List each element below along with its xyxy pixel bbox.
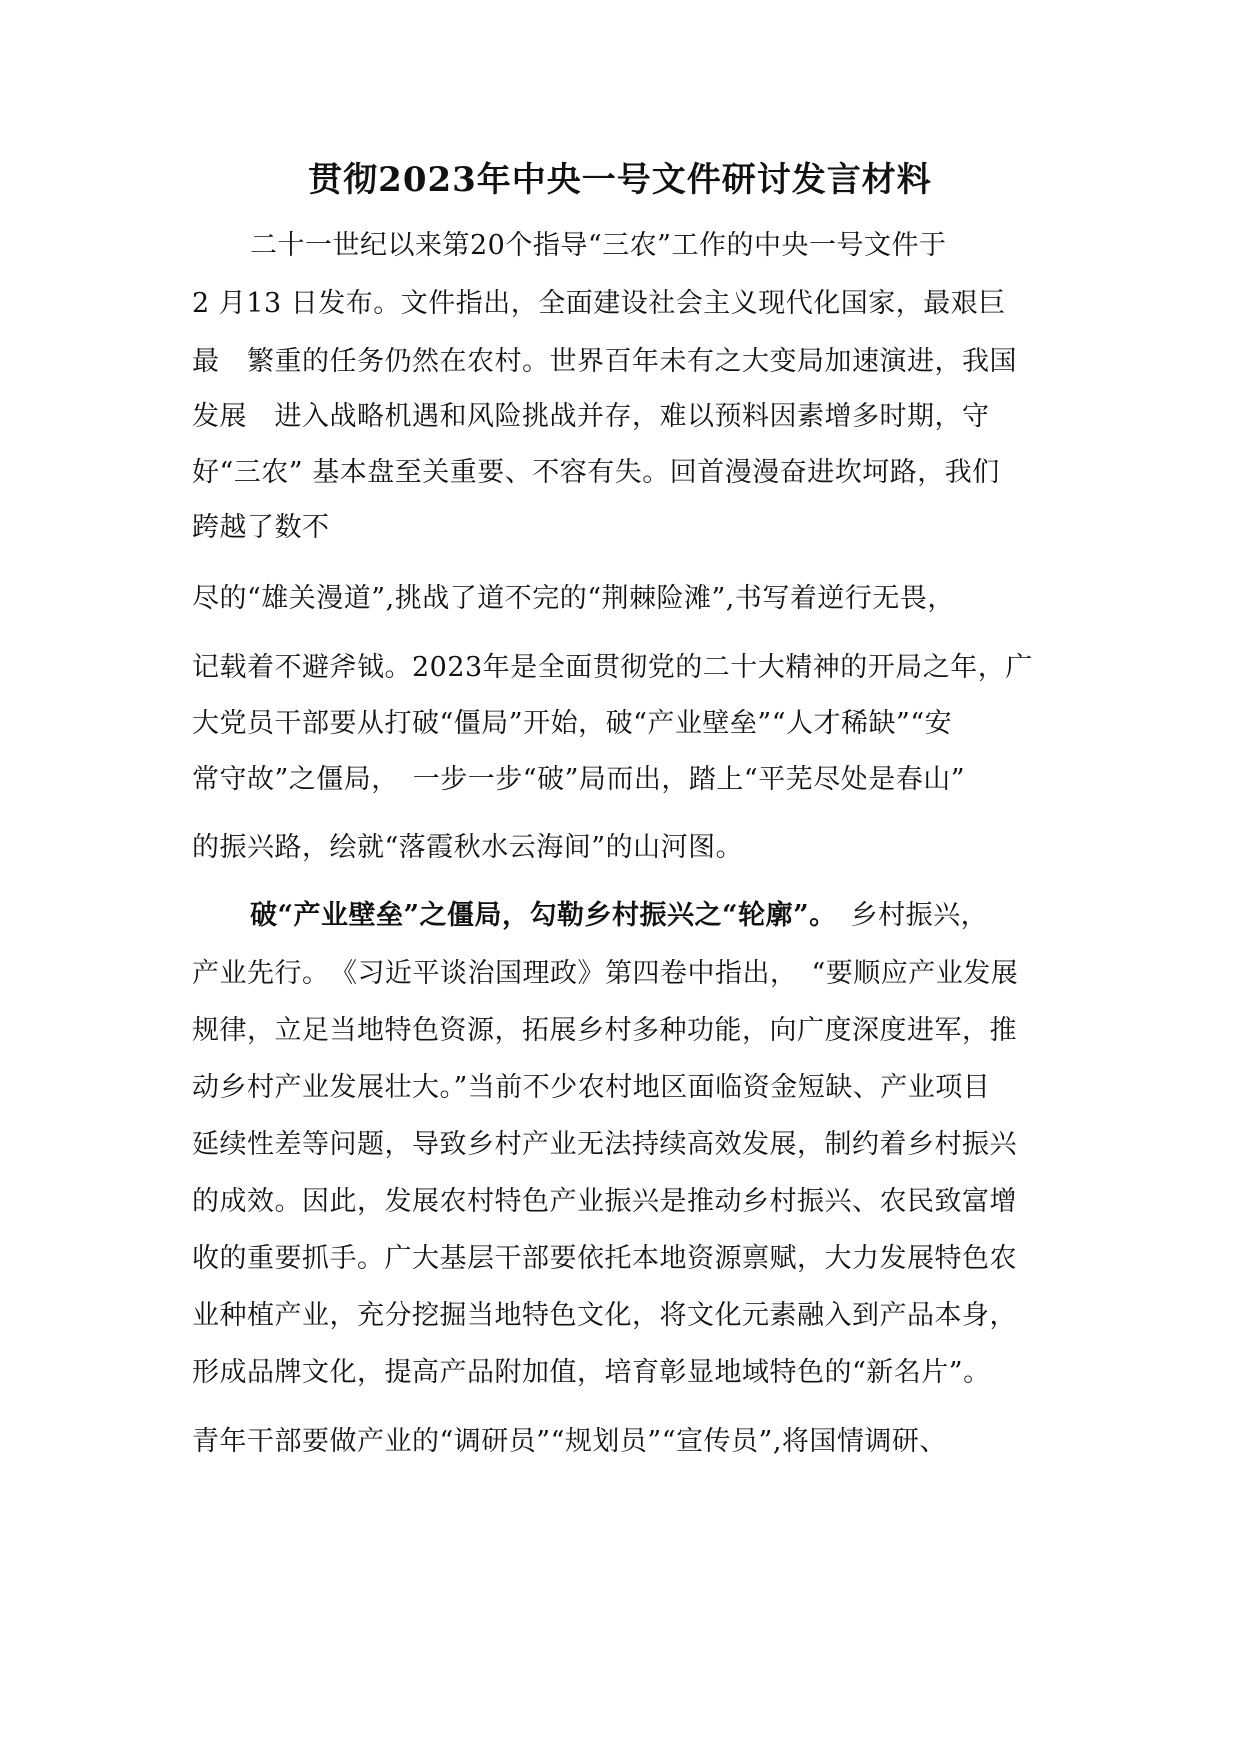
paragraph-line: 的振兴路，绘就“落霞秋水云海间”的山河图。 xyxy=(192,832,744,863)
paragraph-line: 延续性差等问题，导致乡村产业无法持续高效发展，制约着乡村振兴 xyxy=(192,1129,1017,1160)
paragraph-line: 收的重要抓手。广大基层干部要依托本地资源禀赋，大力发展特色农 xyxy=(192,1243,1017,1274)
paragraph-line: 好“三农” 基本盘至关重要、不容有失。回首漫漫奋进坎坷路，我们 xyxy=(192,457,1000,488)
paragraph-line: 规律，立足当地特色资源，拓展乡村多种功能，向广度深度进军，推 xyxy=(192,1015,1017,1046)
section-heading-continuation: 乡村振兴， xyxy=(850,900,989,931)
paragraph-line: 产业先行。 《习近平谈治国理政》第四卷中指出， “要顺应产业发展 xyxy=(192,958,1019,989)
section-heading-line xyxy=(250,898,1070,934)
paragraph-line: 大党员干部要从打破“僵局”开始，破“产业壁垒”“人才稀缺”“安 xyxy=(192,708,953,739)
paragraph-line: 发展 进入战略机遇和风险挑战并存，难以预料因素增多时期，守 xyxy=(192,401,990,432)
paragraph-line: 2 月13 日发布。文件指出，全面建设社会主义现代化国家，最艰巨 xyxy=(192,288,1006,319)
paragraph-line: 常守故”之僵局， 一步一步“破”局而出，踏上“平芜尽处是春山” xyxy=(192,764,966,795)
paragraph-line: 青年干部要做产业的“调研员”“规划员”“宣传员”,将国情调研、 xyxy=(192,1426,947,1457)
paragraph-line: 动乡村产业发展壮大。”当前不少农村地区面临资金短缺、产业项目 xyxy=(192,1072,991,1103)
document-title: 贯彻2023年中央一号文件研讨发言材料 xyxy=(308,160,932,200)
paragraph-line: 记载着不避斧钺。2023年是全面贯彻党的二十大精神的开局之年，广 xyxy=(192,652,1033,683)
paragraph-line: 二十一世纪以来第20个指导“三农”工作的中央一号文件于 xyxy=(250,230,947,261)
paragraph-line: 尽的“雄关漫道”,挑战了道不完的“荆棘险滩”,书写着逆行无畏， xyxy=(192,583,955,614)
paragraph-line: 最 繁重的任务仍然在农村。世界百年未有之大变局加速演进，我国 xyxy=(192,346,1017,377)
section-heading: 破“产业壁垒”之僵局，勾勒乡村振兴之“轮廓”。 xyxy=(250,900,824,931)
paragraph-line: 形成品牌文化，提高产品附加值，培育彰显地域特色的“新名片”。 xyxy=(192,1357,991,1388)
paragraph-line: 业种植产业，充分挖掘当地特色文化，将文化元素融入到产品本身， xyxy=(192,1300,1017,1331)
paragraph-line: 的成效。因此，发展农村特色产业振兴是推动乡村振兴、农民致富增 xyxy=(192,1186,1017,1217)
paragraph-line: 跨越了数不 xyxy=(192,512,330,543)
